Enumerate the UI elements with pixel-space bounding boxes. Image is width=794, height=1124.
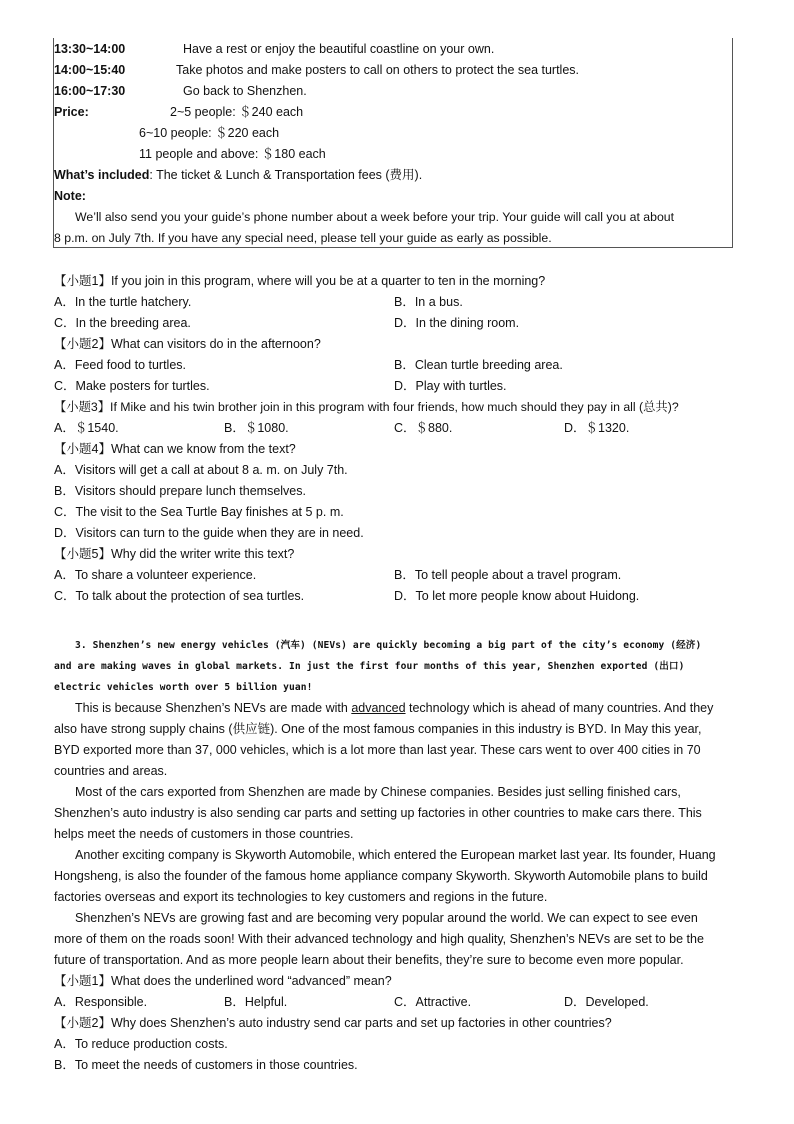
option-c: C．The visit to the Sea Turtle Bay finishes at 5 p. m. bbox=[54, 505, 344, 519]
option-d: D．To let more people know about Huidong. bbox=[394, 589, 640, 603]
schedule-time: 14:00~15:40 bbox=[54, 63, 126, 77]
schedule-row-2 bbox=[54, 62, 580, 78]
paragraph-1-line-4: countries and areas. bbox=[54, 764, 168, 778]
paragraph-4-line-2: more of them on the roads soon! With their advanced technology and high quality, Shenzhen’s NEVs are set to be the bbox=[54, 932, 704, 946]
option-d: D．＄1320. bbox=[564, 421, 630, 435]
option-c: C．＄880. bbox=[394, 421, 453, 435]
paragraph-3-line-3: factories overseas and export its technologies to key customers and regions in the future. bbox=[54, 890, 548, 904]
question-stem: 【小题1】If you join in this program, where will you be at a quarter to ten in the morning? bbox=[54, 274, 546, 288]
option-a: A．Feed food to turtles. bbox=[54, 358, 187, 372]
passage-intro-line-2: and are making waves in global markets. In just the first four months of this year, Shenzhen exported (出口) bbox=[54, 661, 685, 672]
option-c: C．In the breeding area. bbox=[54, 316, 191, 330]
option-a: A．To reduce production costs. bbox=[54, 1037, 228, 1051]
option-a: A．To share a volunteer experience. bbox=[54, 568, 257, 582]
note-line-2: 8 p.m. on July 7th. If you have any special need, please tell your guide as early as possible. bbox=[54, 231, 552, 245]
note-label: Note: bbox=[54, 189, 86, 203]
option-a: A．Visitors will get a call at about 8 a. m. on July 7th. bbox=[54, 463, 348, 477]
question-stem: 【小题4】What can we know from the text? bbox=[54, 442, 296, 456]
question-stem: 【小题2】Why does Shenzhen’s auto industry send car parts and set up factories in other countries? bbox=[54, 1016, 612, 1030]
included-text: : The ticket & Lunch & Transportation fees (费用). bbox=[149, 168, 423, 182]
option-b: B．To meet the needs of customers in those countries. bbox=[54, 1058, 358, 1072]
schedule-row-3 bbox=[54, 83, 307, 99]
passage-intro-line-3: electric vehicles worth over 5 billion yuan! bbox=[54, 682, 313, 693]
price-tier-3: 11 people and above: ＄180 each bbox=[139, 147, 326, 161]
option-b: B．In a bus. bbox=[394, 295, 463, 309]
note-line-1: We’ll also send you your guide’s phone number about a week before your trip. Your guide will call you at about bbox=[75, 210, 675, 224]
paragraph-2-line-1: Most of the cars exported from Shenzhen are made by Chinese companies. Besides just selling finished cars, bbox=[75, 785, 681, 799]
option-c: C．Make posters for turtles. bbox=[54, 379, 210, 393]
price-tier-1: 2~5 people: ＄240 each bbox=[170, 105, 304, 119]
option-c: C．Attractive. bbox=[394, 995, 472, 1009]
paragraph-2-line-3: helps meet the needs of customers in those countries. bbox=[54, 827, 354, 841]
schedule-activity: Take photos and make posters to call on others to protect the sea turtles. bbox=[176, 63, 580, 77]
paragraph-4-line-3: future of transportation. And as more people learn about their benefits, they’re sure to become even more popular. bbox=[54, 953, 684, 967]
option-b: B．Helpful. bbox=[224, 995, 288, 1009]
underlined-word: advanced bbox=[351, 701, 406, 715]
paragraph-text: This is because Shenzhen’s NEVs are made with bbox=[75, 701, 352, 715]
price-row bbox=[54, 104, 304, 120]
paragraph-3-line-1: Another exciting company is Skyworth Automobile, which entered the European market last year. Its founder, Huang bbox=[75, 848, 716, 862]
option-b: B．＄1080. bbox=[224, 421, 289, 435]
option-b: B．Visitors should prepare lunch themselves. bbox=[54, 484, 306, 498]
schedule-time: 16:00~17:30 bbox=[54, 84, 126, 98]
option-a: A．＄1540. bbox=[54, 421, 119, 435]
schedule-row-1 bbox=[54, 41, 495, 57]
option-d: D．Developed. bbox=[564, 995, 649, 1009]
option-d: D．In the dining room. bbox=[394, 316, 520, 330]
question-stem: 【小题5】Why did the writer write this text? bbox=[54, 547, 295, 561]
option-b: B．To tell people about a travel program. bbox=[394, 568, 622, 582]
schedule-time: 13:30~14:00 bbox=[54, 42, 126, 56]
included-row bbox=[54, 167, 422, 183]
paragraph-3-line-2: Hongsheng, is also the founder of the famous home appliance company Skyworth. Skyworth Automobile plans to build bbox=[54, 869, 708, 883]
option-a: A．In the turtle hatchery. bbox=[54, 295, 192, 309]
paragraph-2-line-2: Shenzhen’s auto industry is also sending car parts and setting up factories in other countries to make cars there. This bbox=[54, 806, 702, 820]
schedule-activity: Have a rest or enjoy the beautiful coastline on your own. bbox=[183, 42, 495, 56]
option-d: D．Play with turtles. bbox=[394, 379, 507, 393]
option-a: A．Responsible. bbox=[54, 995, 148, 1009]
paragraph-1-line-3: BYD exported more than 37, 000 vehicles, which is a lot more than last year. These cars went to over 400 cities in 70 bbox=[54, 743, 701, 757]
question-stem: 【小题3】If Mike and his twin brother join in this program with four friends, how much should they pay in all (总共)? bbox=[54, 400, 679, 414]
question-stem: 【小题1】What does the underlined word “advanced” mean? bbox=[54, 974, 392, 988]
passage-intro-line-1: 3. Shenzhen’s new energy vehicles (汽车) (NEVs) are quickly becoming a big part of the city’s economy (经济) bbox=[75, 640, 702, 651]
price-label: Price: bbox=[54, 105, 89, 119]
option-c: C．To talk about the protection of sea turtles. bbox=[54, 589, 305, 603]
question-stem: 【小题2】What can visitors do in the afternoon? bbox=[54, 337, 321, 351]
paragraph-1-line-1 bbox=[75, 700, 713, 716]
price-tier-2: 6~10 people: ＄220 each bbox=[139, 126, 280, 140]
paragraph-4-line-1: Shenzhen’s NEVs are growing fast and are becoming very popular around the world. We can expect to see even bbox=[75, 911, 698, 925]
option-d: D．Visitors can turn to the guide when they are in need. bbox=[54, 526, 364, 540]
included-label: What’s included bbox=[54, 168, 150, 182]
schedule-activity: Go back to Shenzhen. bbox=[183, 84, 307, 98]
paragraph-text: technology which is ahead of many countries. And they bbox=[405, 701, 714, 715]
paragraph-1-line-2: also have strong supply chains (供应链). One of the most famous companies in this industry is BYD. In May this year, bbox=[54, 722, 702, 736]
option-b: B．Clean turtle breeding area. bbox=[394, 358, 563, 372]
